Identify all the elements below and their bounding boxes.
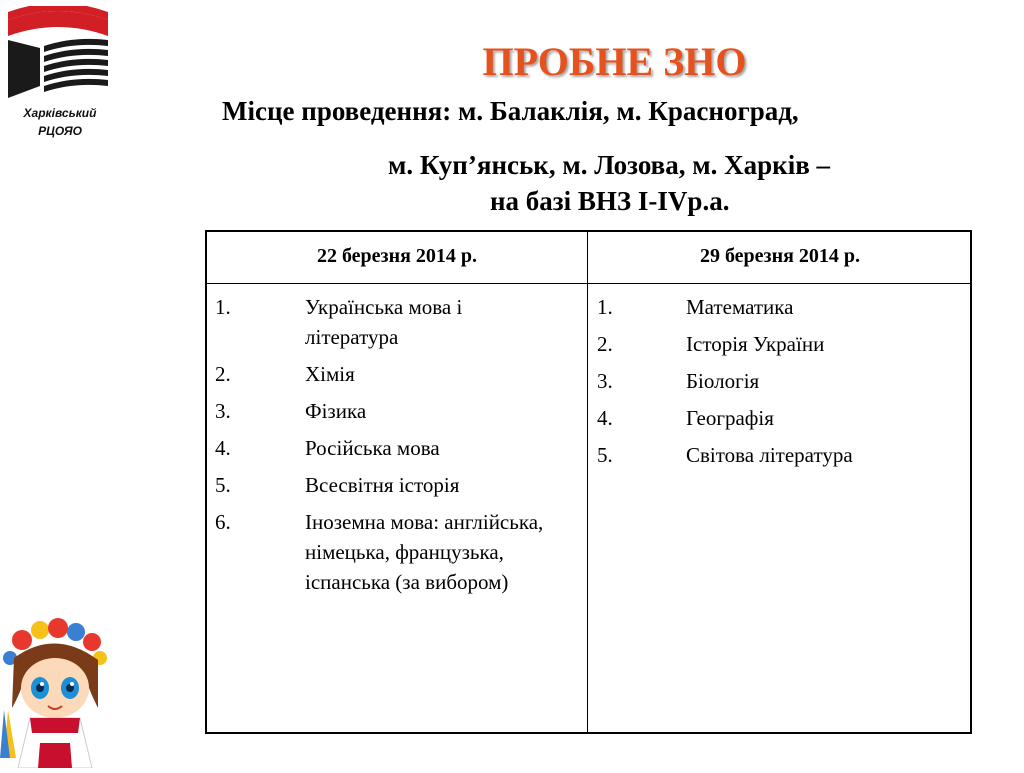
list-item: [215, 433, 580, 463]
list-item-text: Російська мова: [305, 436, 440, 460]
subject-list-day-2: [597, 292, 967, 477]
list-item-text: Хімія: [305, 362, 355, 386]
list-item-text: Українська мова і література: [305, 295, 463, 349]
list-item-number: 3.: [597, 369, 613, 393]
girl-mascot-icon: [0, 618, 110, 768]
list-item-number: 2.: [215, 362, 231, 386]
list-item-text: Географія: [686, 406, 774, 430]
subtitle-line1: Місце проведення: м. Балаклія, м. Красноград,: [222, 96, 799, 126]
column-header-date-1: 22 березня 2014 р.: [316, 245, 478, 267]
list-item-text: Іноземна мова: англійська, німецька, французька, іспанська (за вибором): [305, 510, 544, 594]
header-divider: [207, 283, 970, 284]
list-item-number: 6.: [215, 510, 231, 534]
subject-list-day-1: [215, 292, 580, 604]
list-item-number: 1.: [215, 295, 231, 319]
list-item-number: 4.: [215, 436, 231, 460]
list-item: [597, 329, 967, 359]
list-item: [215, 359, 580, 389]
list-item: [215, 470, 580, 500]
list-item: [215, 396, 580, 426]
list-item-number: 5.: [597, 443, 613, 467]
column-divider: [587, 232, 588, 732]
list-item-text: Світова література: [686, 443, 853, 467]
list-item: [597, 292, 967, 322]
page-title: ПРОБНЕ ЗНО: [482, 39, 747, 84]
list-item-number: 3.: [215, 399, 231, 423]
list-item-text: Фізика: [305, 399, 367, 423]
list-item-number: 5.: [215, 473, 231, 497]
subtitle-line2: м. Куп’янськ, м. Лозова, м. Харків –: [388, 150, 831, 180]
list-item-text: Біологія: [686, 369, 760, 393]
list-item: [597, 403, 967, 433]
logo-text-line2: РЦОЯО: [38, 124, 82, 138]
list-item-number: 4.: [597, 406, 613, 430]
list-item: [597, 440, 967, 470]
list-item-text: Історія України: [686, 332, 825, 356]
list-item-number: 1.: [597, 295, 613, 319]
list-item: [215, 292, 580, 352]
list-item-text: Всесвітня історія: [305, 473, 460, 497]
column-header-date-2: 29 березня 2014 р.: [699, 245, 861, 267]
logo-text-line1: Харківський: [23, 106, 97, 120]
schedule-table: [205, 230, 972, 734]
mascot-girl-illustration: [0, 618, 110, 768]
subtitle-line3: на базі ВНЗ І-ІVр.а.: [490, 186, 730, 216]
list-item: [597, 366, 967, 396]
list-item: [215, 507, 580, 597]
list-item-number: 2.: [597, 332, 613, 356]
list-item-text: Математика: [686, 295, 794, 319]
